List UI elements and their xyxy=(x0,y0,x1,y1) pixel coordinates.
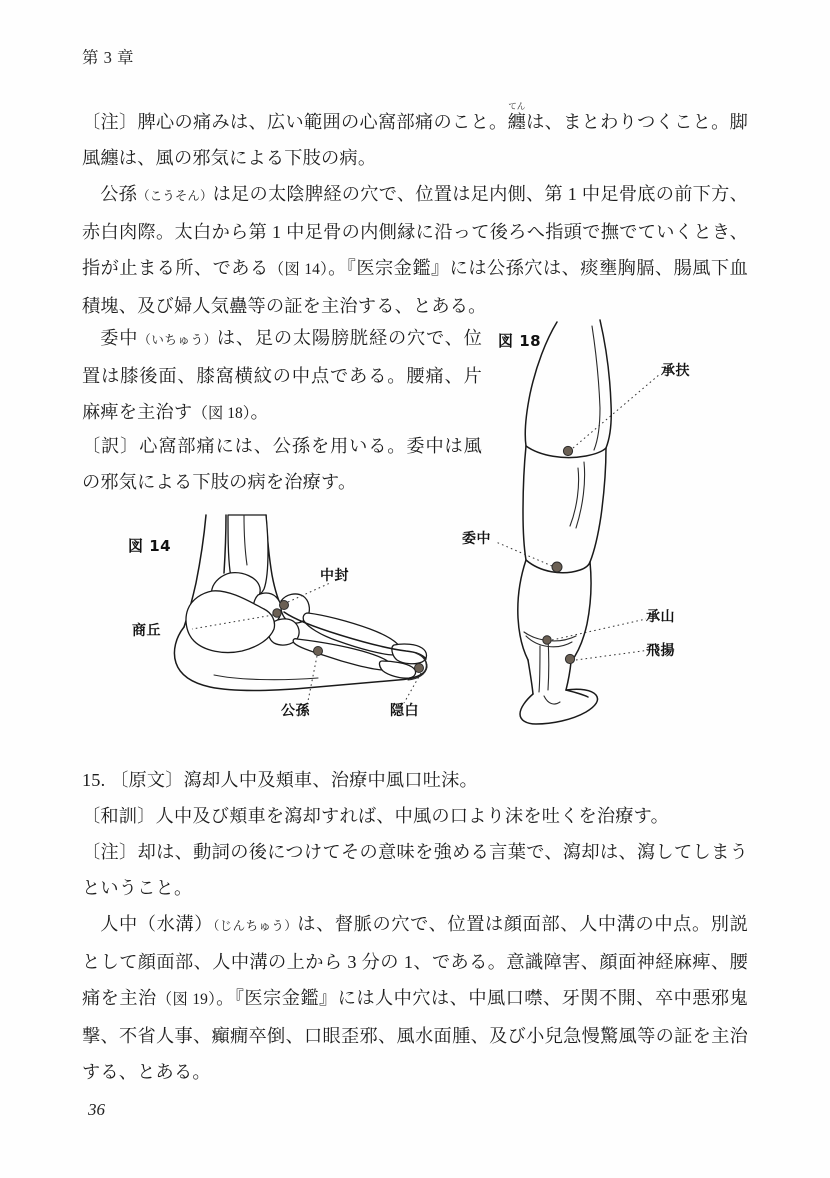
acupoint-dot-ichu xyxy=(552,562,562,572)
ruby-ten xyxy=(507,101,526,132)
section-15-kundoku-label: 〔和訓〕 xyxy=(82,806,156,826)
figure-14-caption: 図 14 xyxy=(128,537,172,555)
acupoint-dot-shofu xyxy=(563,446,572,455)
kosson-text-b: 。『医宗金鑑』には公孫穴は、痰壅胸膈、腸風下血積塊、及び婦人気蠱等の証を主治する、とある。 xyxy=(82,258,748,316)
section-15-kundoku-text: 人中及び頬車を瀉却すれば、中風の口より沫を吐くを治療す。 xyxy=(155,806,669,826)
section-15-note-label: 〔注〕 xyxy=(82,842,138,862)
section-15-number: 15. xyxy=(82,770,106,790)
acupoint-dot-chuho xyxy=(280,601,289,610)
acupoint-dot-inpaku xyxy=(415,664,424,673)
section-15-note-text: 却は、動詞の後につけてその意味を強める言葉で、瀉却は、瀉してしまうということ。 xyxy=(82,842,748,898)
ruby-reading: てん xyxy=(508,101,526,111)
figure-18-label-hiyo: 飛揚 xyxy=(646,643,675,659)
leader-shofu xyxy=(573,374,660,448)
acupoint-reading-ichu: （いちゅう） xyxy=(138,333,217,347)
figure-18 xyxy=(460,320,760,730)
note-lead-text: 〔注〕脾心の痛みは、広い範囲の心窩部痛のこと。 xyxy=(82,112,508,132)
ichu-text-a: は、足の太陽膀胱経の穴で、位置は膝後面、膝窩横紋の中点である。腰痛、片麻痺を主治す xyxy=(82,328,482,422)
figure-18-label-ichu: 委中 xyxy=(462,531,491,547)
figure-14-label-kosson: 公孫 xyxy=(281,703,310,719)
figure-14 xyxy=(118,515,458,740)
acupoint-name-kosson: 公孫 xyxy=(100,184,138,204)
figure-18-caption: 図 18 xyxy=(498,332,542,350)
jinchu-text-b: 。『医宗金鑑』には人中穴は、中風口噤、牙関不開、卒中悪邪鬼撃、不省人事、癲癇卒倒、口眼歪邪、風水面腫、及び小兒急慢驚風等の証を主治する、とある。 xyxy=(82,988,748,1082)
section-15-original-text: 瀉却人中及頬車、治療中風口吐沫。 xyxy=(183,770,478,790)
jinchu-text-a: は、督脈の穴で、位置は顔面部、人中溝の中点。別説として顔面部、人中溝の上から 3 分の 1、である。意識障害、顔面神経麻痺、腰痛を主治 xyxy=(82,914,748,1008)
paragraph-kosson xyxy=(82,176,748,324)
ichu-text-b: 。 xyxy=(250,402,269,422)
paragraph-translation: 〔訳〕心窩部痛には、公孫を用いる。委中は風の邪気による下肢の病を治療す。 xyxy=(82,436,482,492)
section-15-original xyxy=(82,762,748,798)
acupoint-name-jinchu: 人中（水溝） xyxy=(100,914,214,934)
figure-reference-18: （図 18） xyxy=(192,405,251,422)
figure-14-label-chuho: 中封 xyxy=(320,568,349,584)
acupoint-dot-hiyo xyxy=(565,654,574,663)
leader-shozan xyxy=(552,619,646,640)
figure-18-label-shofu: 承扶 xyxy=(661,363,690,379)
figure-18-drawing xyxy=(460,320,760,730)
acupoint-dot-kosson xyxy=(314,647,323,656)
ruby-base-char: 纏 xyxy=(507,112,526,132)
paragraph-ichu xyxy=(82,320,482,432)
acupoint-dot-shozan xyxy=(543,636,551,644)
section-15-note xyxy=(82,834,748,906)
page-number: 36 xyxy=(88,1100,105,1119)
running-head: 第 3 章 xyxy=(82,48,134,67)
figure-reference-19: （図 19） xyxy=(156,991,217,1008)
acupoint-reading-jinchu: （じんちゅう） xyxy=(213,919,298,933)
note-after-ruby-text: は、まとわりつくこと。脚風纏は、風の邪気による下肢の病。 xyxy=(82,112,748,168)
figure-14-label-inpaku: 隠白 xyxy=(390,703,419,719)
section-15-kundoku xyxy=(82,798,748,834)
section-15-original-label: 〔原文〕 xyxy=(110,770,184,790)
figure-18-label-shozan: 承山 xyxy=(646,609,675,625)
figure-14-label-shokyu: 商丘 xyxy=(132,623,161,639)
leader-hiyo xyxy=(576,650,650,660)
acupoint-dot-shokyu xyxy=(273,609,281,617)
acupoint-reading-kosson: （こうそん） xyxy=(137,189,213,203)
paragraph-jinchu xyxy=(82,906,748,1090)
kosson-text-a: は足の太陰脾経の穴で、位置は足内側、第 1 中足骨底の前下方、赤白肉際。太白から第 1 中足骨の内側縁に沿って後ろへ指頭で撫でていくとき、指が止まる所、である xyxy=(82,184,748,278)
figure-reference-14: （図 14） xyxy=(268,261,329,278)
paragraph-note-hi-shin xyxy=(82,101,748,176)
acupoint-name-ichu: 委中 xyxy=(100,328,139,348)
